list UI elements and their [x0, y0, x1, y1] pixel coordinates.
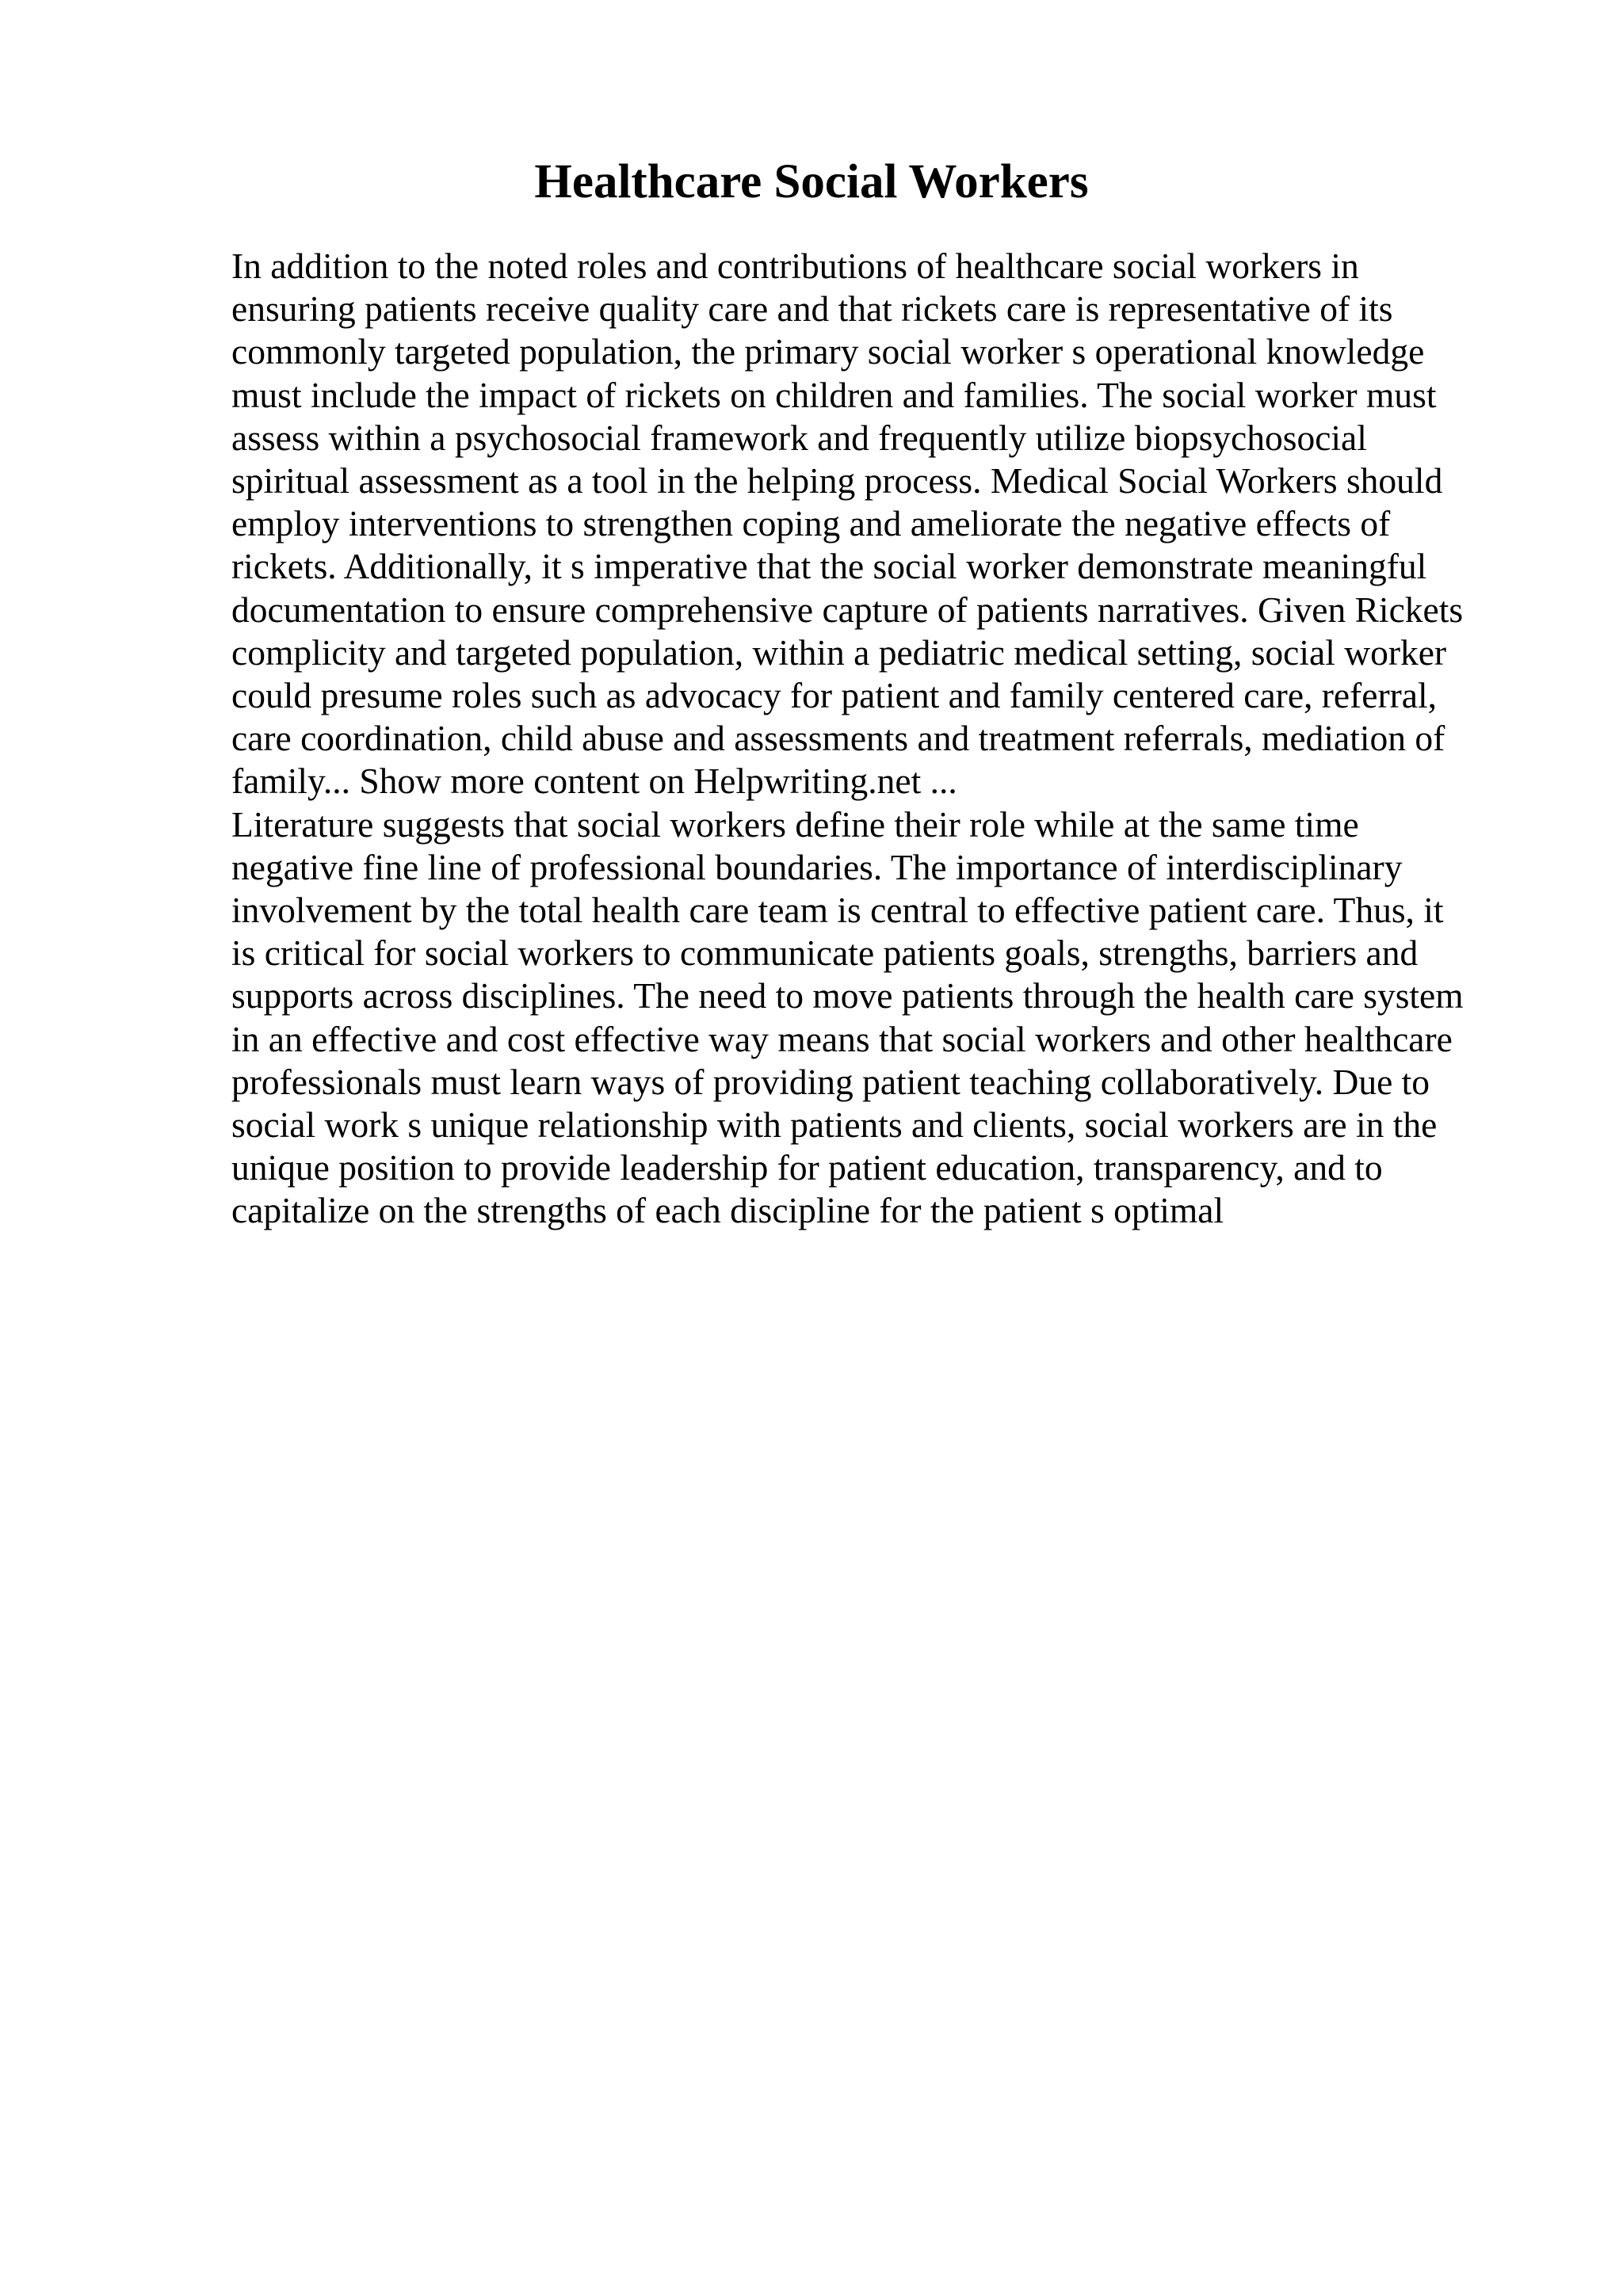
document-body [231, 245, 1531, 1233]
text-line: Literature suggests that social workers define their role while at the same time [231, 803, 1359, 845]
text-line: in an effective and cost effective way means that social workers and other healthcare [231, 1018, 1453, 1059]
text-line: employ interventions to strengthen coping and ameliorate the negative effects of [231, 503, 1391, 544]
paragraph-2 [231, 803, 1531, 1233]
page-title: Healthcare Social Workers [534, 155, 1089, 208]
text-line: negative fine line of professional boundaries. The importance of interdisciplinary [231, 846, 1403, 887]
text-line: unique position to provide leadership for patient education, transparency, and to [231, 1147, 1383, 1188]
text-line: capitalize on the strengths of each discipline for the patient s optimal [231, 1190, 1224, 1231]
text-line: ensuring patients receive quality care and that rickets care is representative of its [231, 288, 1393, 330]
text-line: social work s unique relationship with patients and clients, social workers are in the [231, 1104, 1438, 1146]
text-line: is critical for social workers to communicate patients goals, strengths, barriers and [231, 933, 1419, 974]
text-line: rickets. Additionally, it s imperative that the social worker demonstrate meaningful [231, 546, 1427, 587]
text-line: assess within a psychosocial framework and frequently utilize biopsychosocial [231, 417, 1367, 458]
text-line: complicity and targeted population, within a pediatric medical setting, social worker [231, 631, 1447, 673]
text-line: must include the impact of rickets on children and families. The social worker must [231, 374, 1437, 415]
paragraph-1 [231, 245, 1531, 803]
text-line: care coordination, child abuse and assessments and treatment referrals, mediation of [231, 718, 1445, 759]
text-line: could presume roles such as advocacy for patient and family centered care, referral, [231, 675, 1437, 716]
text-line: commonly targeted population, the primary social worker s operational knowledge [231, 331, 1425, 372]
text-line: family... Show more content on Helpwriting.net ... [231, 761, 957, 802]
text-line: spiritual assessment as a tool in the helping process. Medical Social Workers should [231, 460, 1443, 502]
text-line: In addition to the noted roles and contributions of healthcare social workers in [231, 246, 1359, 286]
text-line: documentation to ensure comprehensive capture of patients narratives. Given Rickets [231, 589, 1464, 630]
text-line: supports across disciplines. The need to move patients through the health care system [231, 975, 1464, 1016]
text-line: involvement by the total health care team is central to effective patient care. Thus, it [231, 890, 1444, 931]
text-line: professionals must learn ways of providing patient teaching collaboratively. Due to [231, 1061, 1430, 1102]
